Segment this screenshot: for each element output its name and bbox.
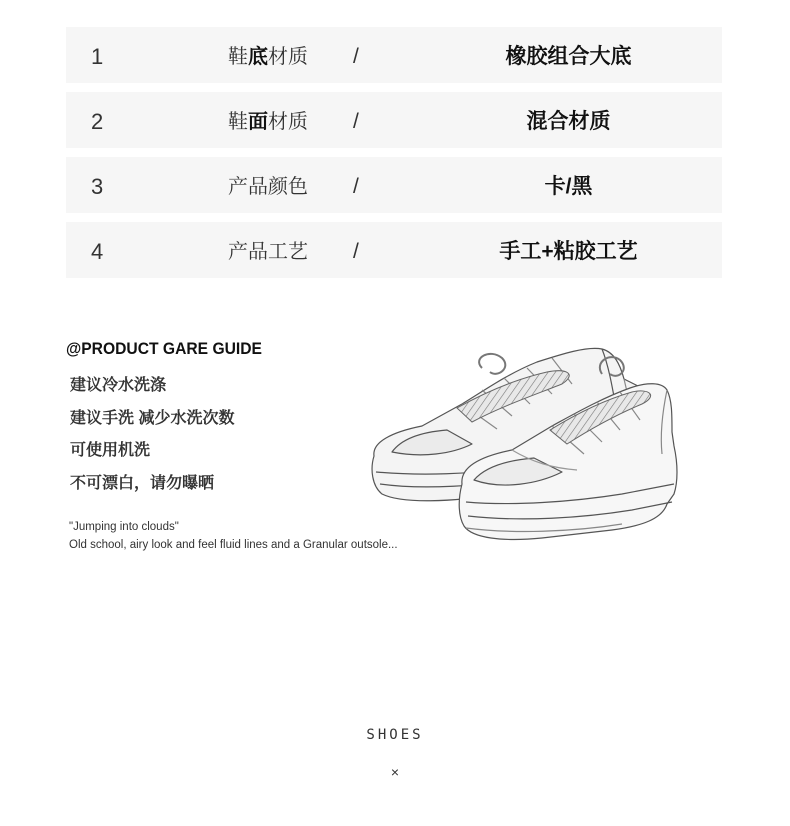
tagline-quote: "Jumping into clouds" xyxy=(69,521,179,533)
row-value: 混合材质 xyxy=(526,110,611,133)
sneaker-sketch-icon xyxy=(362,334,682,549)
row-label: 产品工艺 xyxy=(228,241,308,263)
spec-row-upper xyxy=(66,92,722,148)
row-number: 2 xyxy=(91,109,104,134)
row-number: 4 xyxy=(91,239,104,264)
spec-table xyxy=(66,27,722,287)
row-label: 鞋底材质 xyxy=(228,46,308,68)
spec-row-sole xyxy=(66,27,722,83)
row-label: 产品颜色 xyxy=(228,176,308,198)
row-number: 1 xyxy=(91,44,104,69)
care-item: 建议手洗 减少水洗次数 xyxy=(70,409,235,427)
tagline xyxy=(69,518,398,554)
row-label: 鞋面材质 xyxy=(228,111,308,133)
care-guide-list xyxy=(70,372,234,502)
spec-row-color xyxy=(66,157,722,213)
row-separator: / xyxy=(353,175,359,198)
row-separator: / xyxy=(353,45,359,68)
care-item: 建议冷水洗涤 xyxy=(70,377,167,394)
care-item: 可使用机洗 xyxy=(70,442,151,459)
row-value: 橡胶组合大底 xyxy=(505,45,632,68)
row-value: 卡/黑 xyxy=(544,175,593,198)
row-number: 3 xyxy=(91,174,104,199)
row-separator: / xyxy=(353,110,359,133)
row-separator: / xyxy=(353,240,359,263)
care-item: 不可漂白，请勿曝晒 xyxy=(70,474,215,492)
close-icon[interactable]: × xyxy=(390,764,400,780)
care-guide-title: @PRODUCT GARE GUIDE xyxy=(66,339,262,358)
tagline-description: Old school, airy look and feel fluid lines and a Granular outsole... xyxy=(69,539,398,551)
spec-row-craft xyxy=(66,222,722,278)
footer-brand: SHOES xyxy=(366,727,424,743)
row-value: 手工+粘胶工艺 xyxy=(499,240,638,263)
